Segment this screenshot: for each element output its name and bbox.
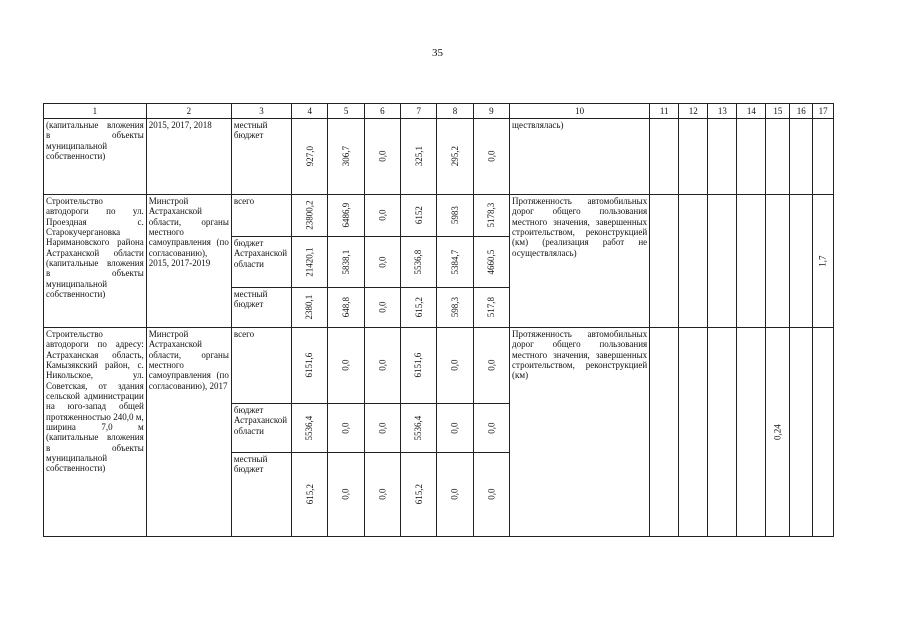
value-cell: 615,2 bbox=[413, 484, 424, 505]
value-cell: 5536,8 bbox=[413, 249, 424, 275]
empty-cell bbox=[766, 119, 790, 195]
value-cell: 0,0 bbox=[486, 422, 497, 434]
value-cell: 0,0 bbox=[486, 150, 497, 163]
header-cell: 17 bbox=[813, 104, 834, 119]
header-cell: 8 bbox=[437, 104, 473, 119]
value-cell: 5536,4 bbox=[413, 415, 424, 441]
value-cell: 295,2 bbox=[449, 146, 460, 167]
empty-cell bbox=[679, 328, 708, 537]
value-cell: 517,8 bbox=[486, 297, 497, 318]
value-cell: 6151,6 bbox=[304, 353, 315, 378]
header-cell: 5 bbox=[328, 104, 364, 119]
header-cell: 12 bbox=[679, 104, 708, 119]
value-cell: 598,3 bbox=[449, 297, 460, 318]
header-cell: 9 bbox=[473, 104, 509, 119]
header-cell: 15 bbox=[766, 104, 790, 119]
value-cell: 615,2 bbox=[304, 484, 315, 505]
value-cell: 5536,4 bbox=[304, 415, 315, 441]
value-cell: 0,0 bbox=[377, 209, 388, 222]
funding-source-cell: всего bbox=[231, 328, 291, 404]
funding-source-cell: местный бюджет bbox=[231, 119, 291, 195]
funding-source-cell: местный бюджет bbox=[231, 288, 291, 328]
empty-cell bbox=[708, 195, 737, 328]
value-cell: 648,8 bbox=[340, 297, 351, 318]
value-cell: 0,24 bbox=[772, 424, 783, 440]
value-cell: 5384,7 bbox=[449, 249, 460, 275]
value-cell: 6151,6 bbox=[413, 353, 424, 378]
funding-source-cell: бюджет Астраханской области bbox=[231, 404, 291, 453]
empty-cell bbox=[790, 195, 813, 328]
header-cell: 11 bbox=[650, 104, 679, 119]
value-cell: 0,0 bbox=[377, 150, 388, 163]
executor-cell: Минстрой Астраханской области, органы местного самоуправления (по согласованию), 2015, 2017-2019 bbox=[146, 195, 231, 328]
value-cell: 0,0 bbox=[449, 422, 460, 434]
header-cell: 4 bbox=[292, 104, 328, 119]
value-cell: 5838,1 bbox=[340, 249, 351, 275]
empty-cell bbox=[708, 119, 737, 195]
page-number: 35 bbox=[432, 47, 443, 59]
empty-cell bbox=[708, 328, 737, 537]
funding-source-cell: местный бюджет bbox=[231, 453, 291, 537]
header-cell: 16 bbox=[790, 104, 813, 119]
table-row bbox=[44, 119, 834, 195]
indicator-cell: Протяженность автомобильных дорог общего пользования местного значения, завершенных строительством, реконструкцией (км) (реализация работ не осуществлялась) bbox=[510, 195, 650, 328]
indicator-cell: Протяженность автомобильных дорог общего пользования местного значения, завершенных строительством, реконструкцией (км) bbox=[510, 328, 650, 537]
header-cell: 1 bbox=[44, 104, 147, 119]
header-cell: 7 bbox=[401, 104, 437, 119]
empty-cell bbox=[813, 119, 834, 195]
value-cell: 4660,5 bbox=[486, 249, 497, 275]
header-cell: 6 bbox=[364, 104, 400, 119]
value-cell: 927,0 bbox=[304, 146, 315, 167]
header-cell: 3 bbox=[231, 104, 291, 119]
funding-source-cell: всего bbox=[231, 195, 291, 237]
empty-cell bbox=[737, 328, 766, 537]
empty-cell bbox=[737, 195, 766, 328]
value-cell: 615,2 bbox=[413, 297, 424, 318]
empty-cell bbox=[766, 195, 790, 328]
value-cell: 0,0 bbox=[377, 301, 388, 314]
value-cell: 21420,1 bbox=[304, 247, 315, 277]
table-row bbox=[44, 195, 834, 237]
indicator-cell: ществлялась) bbox=[510, 119, 650, 195]
empty-cell bbox=[679, 195, 708, 328]
value-cell: 0,0 bbox=[340, 359, 351, 372]
value-cell: 5983 bbox=[449, 206, 460, 225]
table-row bbox=[44, 328, 834, 404]
header-cell: 2 bbox=[146, 104, 231, 119]
empty-cell bbox=[790, 119, 813, 195]
empty-cell bbox=[813, 328, 834, 537]
value-cell: 0,0 bbox=[377, 488, 388, 501]
value-cell: 6152 bbox=[413, 206, 424, 225]
executor-cell: Минстрой Астраханской области, органы местного самоуправления (по согласованию), 2017 bbox=[146, 328, 231, 537]
header-row bbox=[44, 104, 834, 119]
project-name-cell: Строительство автодороги по ул. Проездная с. Старокучергановка Наримановского района Астраханской области (капитальные вложения в объекты муниципальной собственности) bbox=[44, 195, 147, 328]
value-cell: 0,0 bbox=[340, 422, 351, 434]
value-cell: 0,0 bbox=[486, 488, 497, 501]
value-cell: 0,0 bbox=[449, 359, 460, 372]
value-cell: 6486,9 bbox=[340, 203, 351, 228]
header-cell: 13 bbox=[708, 104, 737, 119]
empty-cell bbox=[679, 119, 708, 195]
project-name-cell: (капитальные вложения в объекты муниципальной собственности) bbox=[44, 119, 147, 195]
project-name-cell: Строительство автодороги по адресу: Астраханская область, Камызякский район, с. Никольское, ул. Советская, от здания сельской администрации на юго-запад общей протяженностью 240,0 м, ширина 7,0 м (капитальные вложения в объекты муниципальной собственности) bbox=[44, 328, 147, 537]
empty-cell bbox=[790, 328, 813, 537]
value-cell: 0,0 bbox=[377, 359, 388, 372]
value-cell: 2380,1 bbox=[304, 295, 315, 320]
value-cell: 0,0 bbox=[377, 256, 388, 268]
header-cell: 10 bbox=[510, 104, 650, 119]
value-cell: 306,7 bbox=[340, 146, 351, 167]
empty-cell bbox=[650, 328, 679, 537]
executor-cell: 2015, 2017, 2018 bbox=[146, 119, 231, 195]
header-cell: 14 bbox=[737, 104, 766, 119]
empty-cell bbox=[650, 119, 679, 195]
empty-cell bbox=[650, 195, 679, 328]
value-cell: 23800,2 bbox=[304, 200, 315, 231]
value-cell: 1,7 bbox=[817, 255, 828, 267]
document-table bbox=[43, 103, 834, 537]
value-cell: 5178,3 bbox=[486, 203, 497, 228]
value-cell: 0,0 bbox=[449, 488, 460, 501]
value-cell: 0,0 bbox=[486, 359, 497, 372]
funding-source-cell: бюджет Астраханской области bbox=[231, 237, 291, 288]
value-cell: 0,0 bbox=[377, 422, 388, 434]
value-cell: 325,1 bbox=[413, 146, 424, 167]
empty-cell bbox=[737, 119, 766, 195]
value-cell: 0,0 bbox=[340, 488, 351, 501]
